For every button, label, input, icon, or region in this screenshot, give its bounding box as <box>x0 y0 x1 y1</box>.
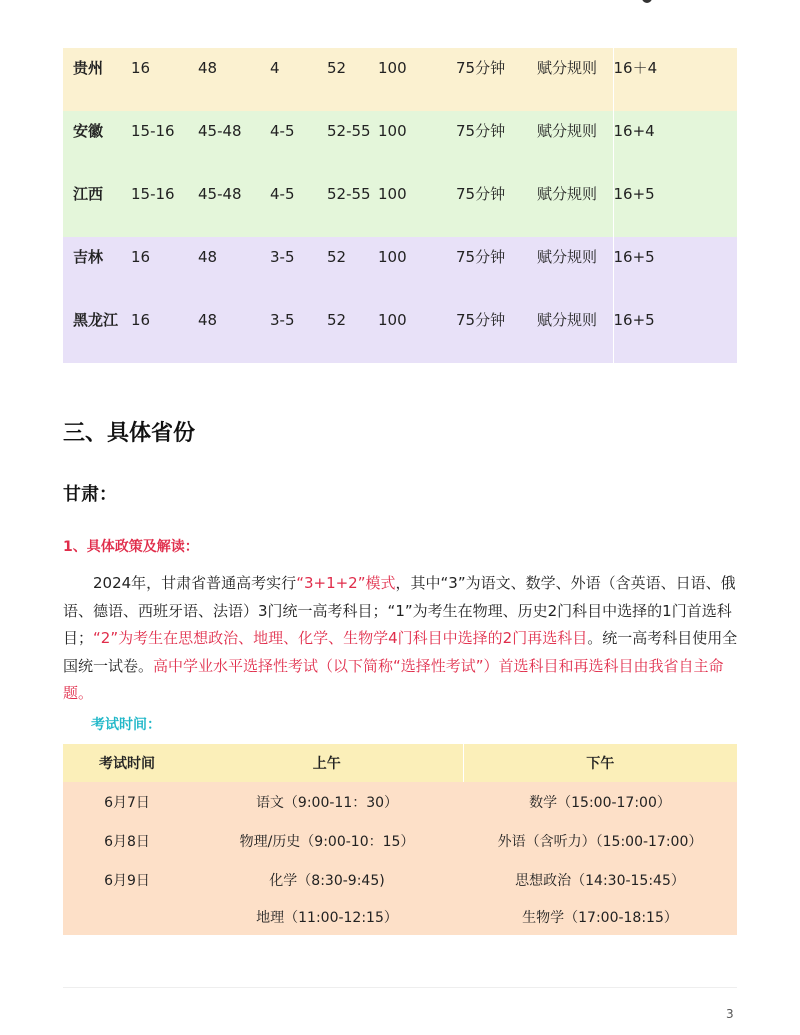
table-cell <box>63 899 191 935</box>
table-row <box>63 237 737 300</box>
table-cell: 75分钟 <box>456 111 537 174</box>
table-row <box>63 300 737 363</box>
table-cell: 52 <box>327 48 378 111</box>
table-cell: 100 <box>378 174 456 237</box>
province-name-cell: 吉林 <box>63 237 131 300</box>
table-cell: 45-48 <box>198 111 270 174</box>
page-number: 3 <box>726 1007 734 1021</box>
table-cell: 52 <box>327 300 378 363</box>
table-cell: 52-55 <box>327 111 378 174</box>
policy-paragraph <box>63 570 739 708</box>
table-cell: 48 <box>198 300 270 363</box>
para-text-1: 2024年，甘肃省普通高考实行 <box>93 574 297 592</box>
table-cell: 52-55 <box>327 174 378 237</box>
table-row <box>63 111 737 174</box>
table-cell: 6月9日 <box>63 860 191 899</box>
table-cell: 地理（11:00-12:15） <box>191 899 463 935</box>
table-cell: 6月7日 <box>63 782 191 821</box>
exam-time-label: 考试时间： <box>91 717 161 733</box>
table-cell: 16 <box>131 237 198 300</box>
table-cell: 生物学（17:00-18:15） <box>463 899 737 935</box>
table-cell: 4-5 <box>270 174 327 237</box>
table-cell: 52 <box>327 237 378 300</box>
section-title: 三、具体省份 <box>63 421 196 446</box>
table-cell: 16+5 <box>613 237 737 300</box>
para-highlight-selective-exam: 高中学业水平选择性考试（以下简称“选择性考试”）首选科目和再选科目由我省自主命题。 <box>63 656 724 702</box>
table-cell: 赋分规则 <box>537 174 613 237</box>
table-cell: 100 <box>378 111 456 174</box>
table-cell: 16 <box>131 300 198 363</box>
previous-page-glyph-fragment <box>640 0 656 4</box>
table-cell: 15-16 <box>131 174 198 237</box>
para-highlight-elective: “2”为考生在思想政治、地理、化学、生物学4门科目中选择的2门再选科目 <box>93 629 588 647</box>
table-cell: 48 <box>198 48 270 111</box>
province-name-cell: 黑龙江 <box>63 300 131 363</box>
table-cell: 16+5 <box>613 174 737 237</box>
table-cell: 外语（含听力）（15:00-17:00） <box>463 821 737 860</box>
table-cell: 100 <box>378 300 456 363</box>
para-text-3: 。统一高考科目使用全国统一试卷。 <box>63 629 738 675</box>
header-morning: 上午 <box>191 744 463 782</box>
table-cell: 3-5 <box>270 237 327 300</box>
table-cell: 数学（15:00-17:00） <box>463 782 737 821</box>
policy-subheading: 1、具体政策及解读： <box>63 539 199 555</box>
footer-divider <box>63 987 737 988</box>
table-cell: 75分钟 <box>456 237 537 300</box>
table-cell: 16＋4 <box>613 48 737 111</box>
table-cell: 赋分规则 <box>537 48 613 111</box>
province-name-cell: 贵州 <box>63 48 131 111</box>
para-text-2: ，其中“3”为语文、数学、外语（含英语、日语、俄语、德语、西班牙语、法语）3门统一高考科目；“1”为考生在物理、历史2门科目中选择的1门首选科目； <box>63 574 736 647</box>
para-highlight-model: “3+1+2”模式 <box>296 574 396 592</box>
table-cell: 15-16 <box>131 111 198 174</box>
table-cell: 45-48 <box>198 174 270 237</box>
table-cell: 16+5 <box>613 300 737 363</box>
exam-schedule-table <box>63 744 737 935</box>
table-cell: 75分钟 <box>456 300 537 363</box>
table-cell: 语文（9:00-11：30） <box>191 782 463 821</box>
table-cell: 思想政治（14:30-15:45） <box>463 860 737 899</box>
table-cell: 化学（8:30-9:45) <box>191 860 463 899</box>
table-row <box>63 821 737 860</box>
province-table-body <box>63 48 737 363</box>
table-cell: 6月8日 <box>63 821 191 860</box>
table-cell: 4-5 <box>270 111 327 174</box>
table-cell: 75分钟 <box>456 48 537 111</box>
table-row <box>63 174 737 237</box>
table-cell: 100 <box>378 48 456 111</box>
table-cell: 赋分规则 <box>537 111 613 174</box>
table-cell: 4 <box>270 48 327 111</box>
table-cell: 赋分规则 <box>537 300 613 363</box>
table-row <box>63 782 737 821</box>
province-exam-table <box>63 48 737 363</box>
table-cell: 48 <box>198 237 270 300</box>
table-cell: 16+4 <box>613 111 737 174</box>
header-afternoon: 下午 <box>463 744 737 782</box>
table-cell: 16 <box>131 48 198 111</box>
table-cell: 物理/历史（9:00-10：15） <box>191 821 463 860</box>
table-row <box>63 860 737 899</box>
province-heading: 甘肃： <box>63 484 117 505</box>
table-cell: 100 <box>378 237 456 300</box>
province-name-cell: 江西 <box>63 174 131 237</box>
table-row <box>63 48 737 111</box>
table-cell: 赋分规则 <box>537 237 613 300</box>
table-cell: 75分钟 <box>456 174 537 237</box>
header-exam-date: 考试时间 <box>63 744 191 782</box>
table-row <box>63 899 737 935</box>
exam-table-body <box>63 782 737 935</box>
table-cell: 3-5 <box>270 300 327 363</box>
province-name-cell: 安徽 <box>63 111 131 174</box>
